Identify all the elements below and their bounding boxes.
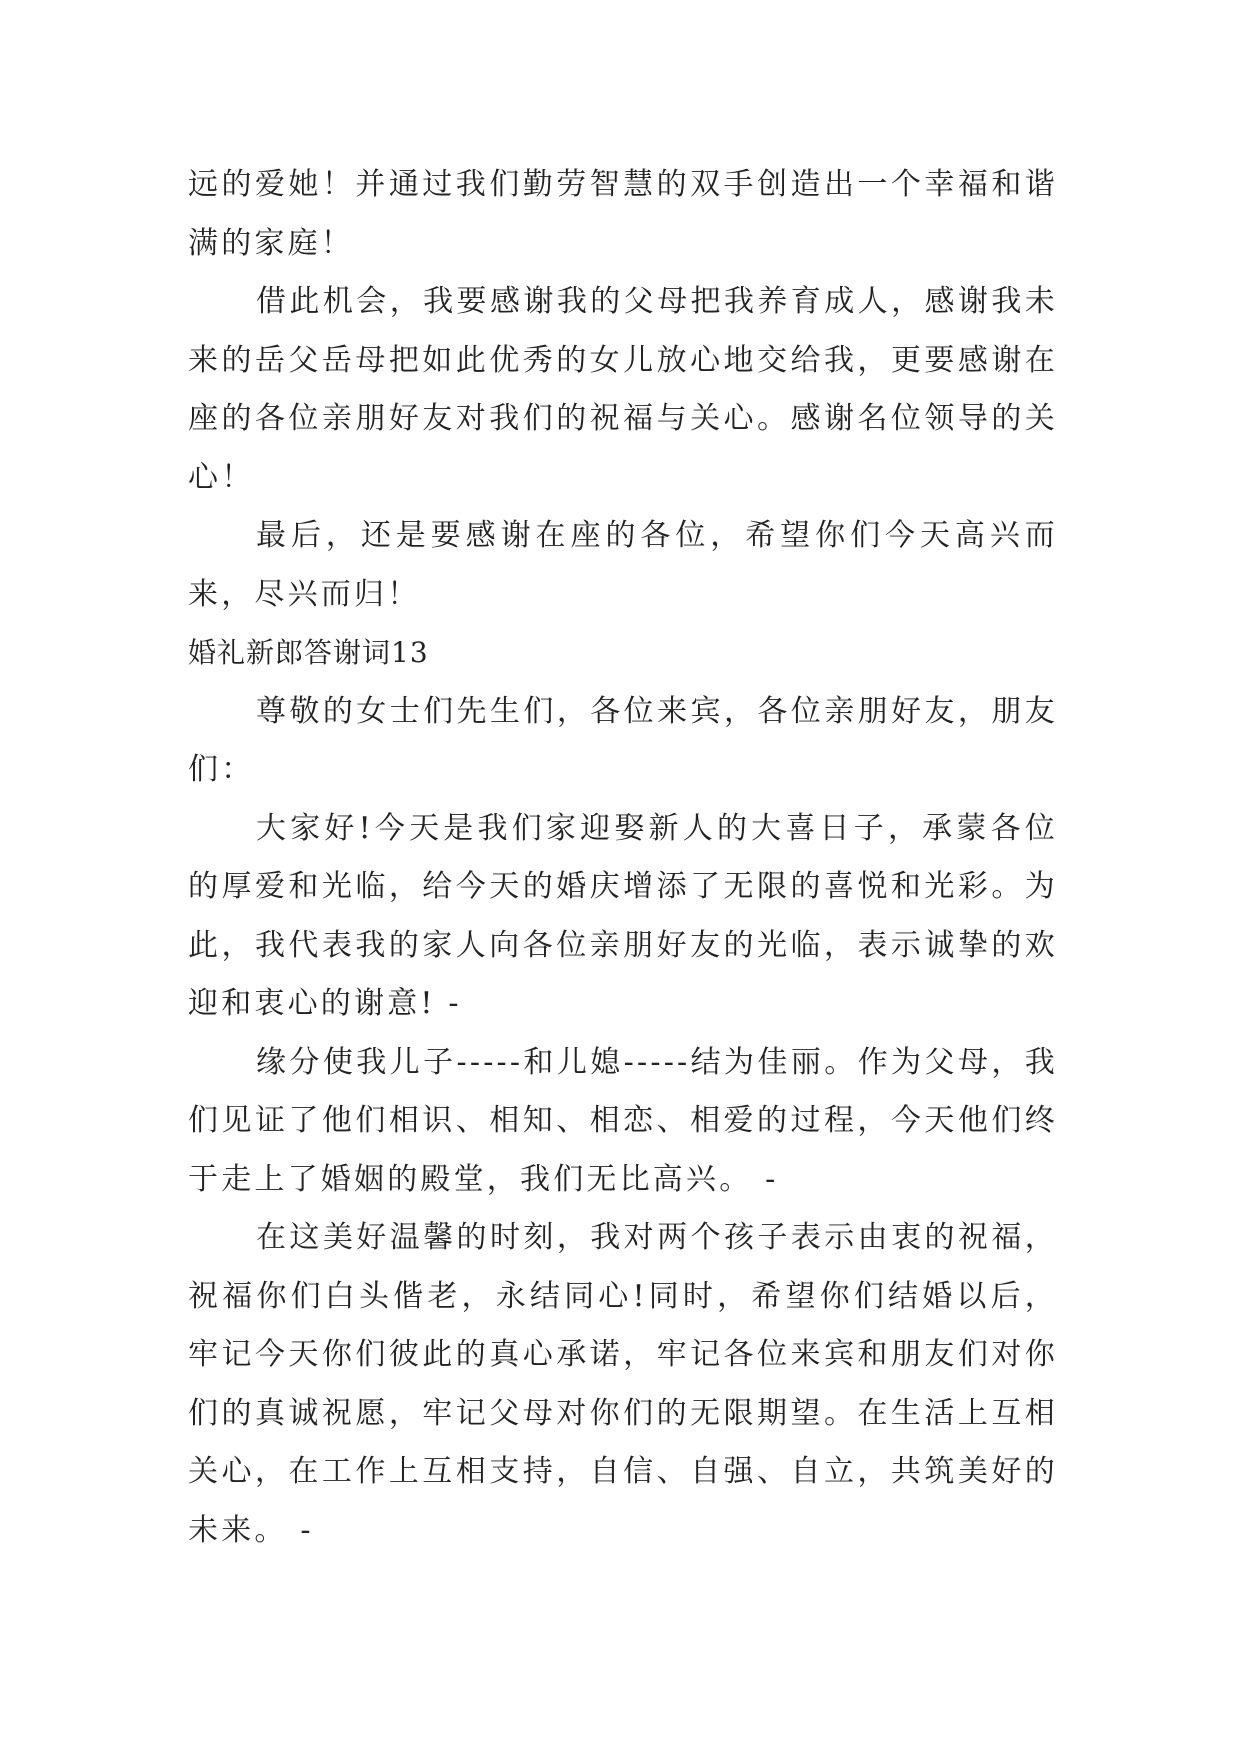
paragraph-closing-love: 远的爱她！并通过我们勤劳智慧的双手创造出一个幸福和谐满的家庭！ [188, 167, 1058, 261]
paragraph-thanks-parents: 借此机会，我要感谢我的父母把我养育成人，感谢我未来的岳父岳母把如此优秀的女儿放心地交给我，更要感谢在座的各位亲朋好友对我们的祝福与关心。感谢名位领导的关心！ [188, 284, 1058, 495]
paragraph-blessing: 在这美好温馨的时刻，我对两个孩子表示由衷的祝福，祝福你们白头偕老，永结同心!同时，希望你们结婚以后，牢记今天你们彼此的真心承诺，牢记各位来宾和朋友们对你们的真诚祝愿，牢记父母对你们的无限期望。在生活上互相关心，在工作上互相支持，自信、自强、自立，共筑美好的未来。 - [188, 1220, 1058, 1548]
paragraph-final-thanks: 最后，还是要感谢在座的各位，希望你们今天高兴而来，尽兴而归！ [188, 518, 1058, 612]
paragraph-fate: 缘分使我儿子-----和儿媳-----结为佳丽。作为父母，我们见证了他们相识、相知、相恋、相爱的过程，今天他们终于走上了婚姻的殿堂，我们无比高兴。 - [188, 1044, 1058, 1197]
paragraph-salutation: 尊敬的女士们先生们，各位来宾，各位亲朋好友，朋友们： [188, 693, 1058, 787]
document-body [188, 156, 1058, 1560]
section-heading: 婚礼新郎答谢词13 [188, 636, 429, 669]
paragraph-welcome: 大家好!今天是我们家迎娶新人的大喜日子，承蒙各位的厚爱和光临，给今天的婚庆增添了无限的喜悦和光彩。为此，我代表我的家人向各位亲朋好友的光临，表示诚挚的欢迎和衷心的谢意! - [188, 810, 1058, 1021]
